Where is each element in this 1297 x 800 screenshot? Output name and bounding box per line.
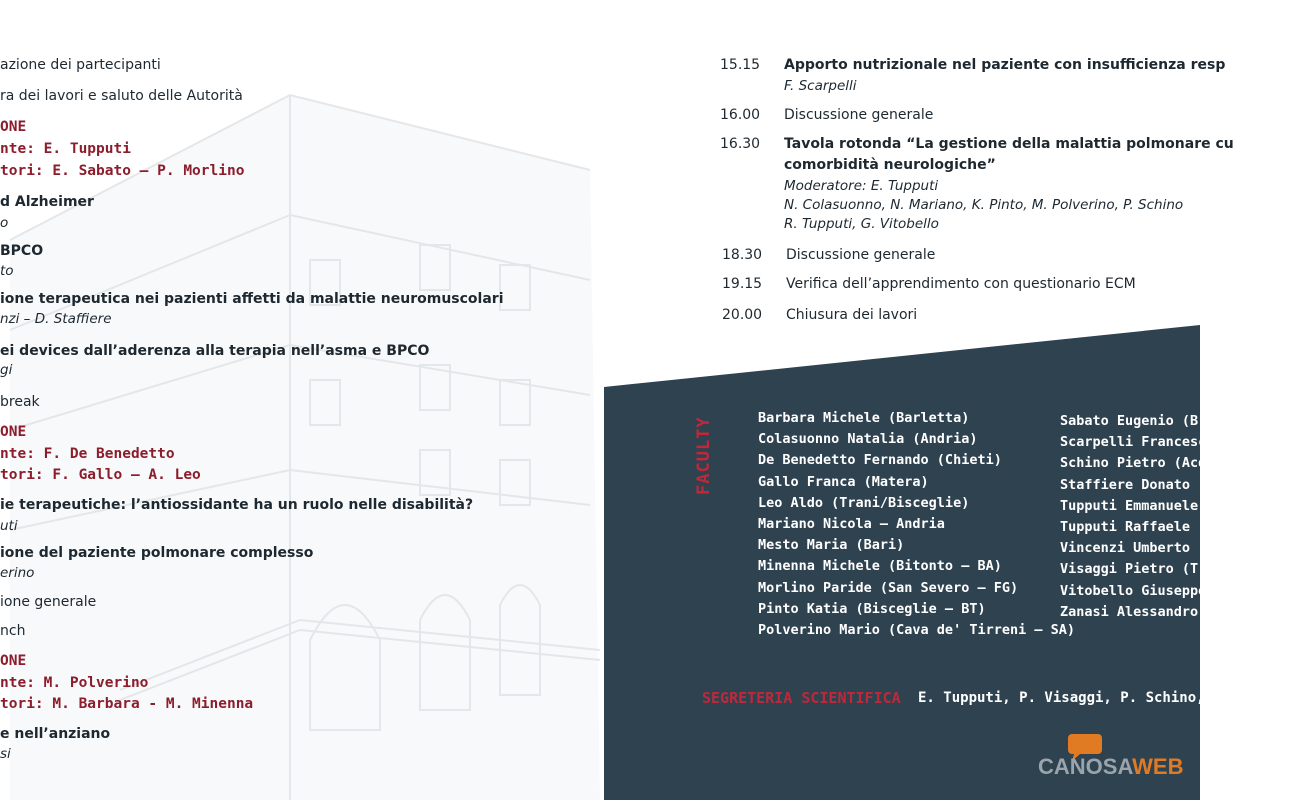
program-item-line: ie terapeutiche: l’antiossidante ha un ruolo nelle disabilità? [0, 497, 474, 513]
session-header-line: tori: E. Sabato – P. Morlino [0, 163, 245, 179]
session-header-line: nte: F. De Benedetto [0, 446, 175, 462]
faculty-member: Vincenzi Umberto (Fo [1060, 540, 1223, 557]
faculty-member: De Benedetto Fernando (Chieti) [758, 452, 1002, 469]
segreteria-label: SEGRETERIA SCIENTIFICA [702, 689, 901, 707]
program-item-line: ione generale [0, 594, 97, 610]
session-header-line: ONE [0, 653, 27, 669]
session-header-line: nte: E. Tupputi [0, 141, 131, 157]
program-item-line: BPCO [0, 243, 44, 259]
faculty-member: Mariano Nicola – Andria [758, 516, 945, 532]
session-header-line: ONE [0, 424, 27, 440]
program-item-line: to [0, 263, 14, 279]
program-time: 16.00 [720, 107, 761, 123]
program-item-line: ei devices dall’aderenza alla terapia nell’asma e BPCO [0, 343, 430, 359]
program-item-line: Verifica dell’apprendimento con questionario ECM [786, 276, 1136, 292]
faculty-member: Morlino Paride (San Severo – FG) [758, 579, 1019, 596]
segreteria-names: E. Tupputi, P. Visaggi, P. Schino, M. Polveri [918, 690, 1297, 706]
program-item-line: comorbidità neurologiche” [784, 157, 996, 173]
program-item-line: F. Scarpelli [784, 78, 857, 94]
faculty-member: Leo Aldo (Trani/Bisceglie) [758, 494, 970, 511]
canosaweb-logo[interactable] [1038, 754, 1183, 780]
faculty-member: Scarpelli Francesco ( [1060, 434, 1231, 451]
faculty-member: Polverino Mario (Cava de' Tirreni – SA) [758, 622, 1075, 638]
program-item-line: N. Colasuonno, N. Mariano, K. Pinto, M. Polverino, P. Schino [784, 197, 1184, 213]
faculty-member: Colasuonno Natalia (Andria) [758, 431, 978, 448]
faculty-member: Tupputi Emmanuele (A [1060, 497, 1223, 514]
program-time: 16.30 [720, 136, 761, 152]
faculty-label: FACULTY [694, 416, 714, 495]
program-item-line: uti [0, 518, 18, 534]
program-item-line: azione dei partecipanti [0, 57, 161, 73]
faculty-member: Minenna Michele (Bitonto – BA) [758, 558, 1002, 575]
program-item-line: Discussione generale [784, 107, 934, 123]
program-item-line: si [0, 746, 11, 762]
logo-part-1: CANOSA [1038, 754, 1133, 779]
faculty-member: Schino Pietro (Acquav [1060, 455, 1231, 472]
program-time: 18.30 [722, 247, 763, 263]
program-item-line: d Alzheimer [0, 194, 94, 210]
program-item-line: Discussione generale [786, 247, 936, 263]
session-header-line: ONE [0, 119, 27, 135]
faculty-member: Pinto Katia (Bisceglie – BT) [758, 600, 986, 617]
program-time: 20.00 [722, 307, 763, 323]
faculty-member: Barbara Michele (Barletta) [758, 410, 970, 426]
faculty-member: Vitobello Giuseppe (A [1060, 582, 1231, 599]
faculty-member: Zanasi Alessandro (B [1060, 603, 1223, 620]
session-header-line: tori: F. Gallo – A. Leo [0, 467, 201, 483]
faculty-member: Mesto Maria (Bari) [758, 537, 905, 554]
program-item-line: Apporto nutrizionale nel paziente con insufficienza resp [784, 57, 1226, 73]
program-item-line: break [0, 394, 40, 410]
program-item-line: nch [0, 623, 26, 639]
faculty-member: Sabato Eugenio (Brin [1060, 413, 1223, 429]
program-item-line: R. Tupputi, G. Vitobello [784, 216, 939, 232]
program-time: 19.15 [722, 276, 763, 292]
faculty-member: Gallo Franca (Matera) [758, 473, 929, 490]
program-item-line: erino [0, 565, 35, 581]
program-item-line: ione terapeutica nei pazienti affetti da malattie neuromuscolari [0, 291, 504, 307]
program-item-line: ra dei lavori e saluto delle Autorità [0, 88, 243, 104]
program-item-line: o [0, 215, 9, 231]
faculty-member: Staffiere Donato (Fog [1060, 476, 1231, 493]
program-item-line: gi [0, 362, 13, 378]
session-header-line: nte: M. Polverino [0, 675, 149, 691]
program-time: 15.15 [720, 57, 761, 73]
program-item-line: Moderatore: E. Tupputi [784, 178, 939, 194]
faculty-member: Visaggi Pietro (Triggi [1060, 561, 1239, 578]
faculty-member: Tupputi Raffaele (Bar [1060, 519, 1231, 535]
session-header-line: tori: M. Barbara - M. Minenna [0, 696, 254, 712]
program-item-line: Chiusura dei lavori [786, 307, 918, 323]
program-item-line: e nell’anziano [0, 726, 111, 742]
program-item-line: ione del paziente polmonare complesso [0, 545, 314, 561]
program-item-line: nzi – D. Staffiere [0, 311, 112, 327]
logo-part-2: WEB [1132, 754, 1184, 779]
program-item-line: Tavola rotonda “La gestione della malattia polmonare cu [784, 136, 1234, 152]
